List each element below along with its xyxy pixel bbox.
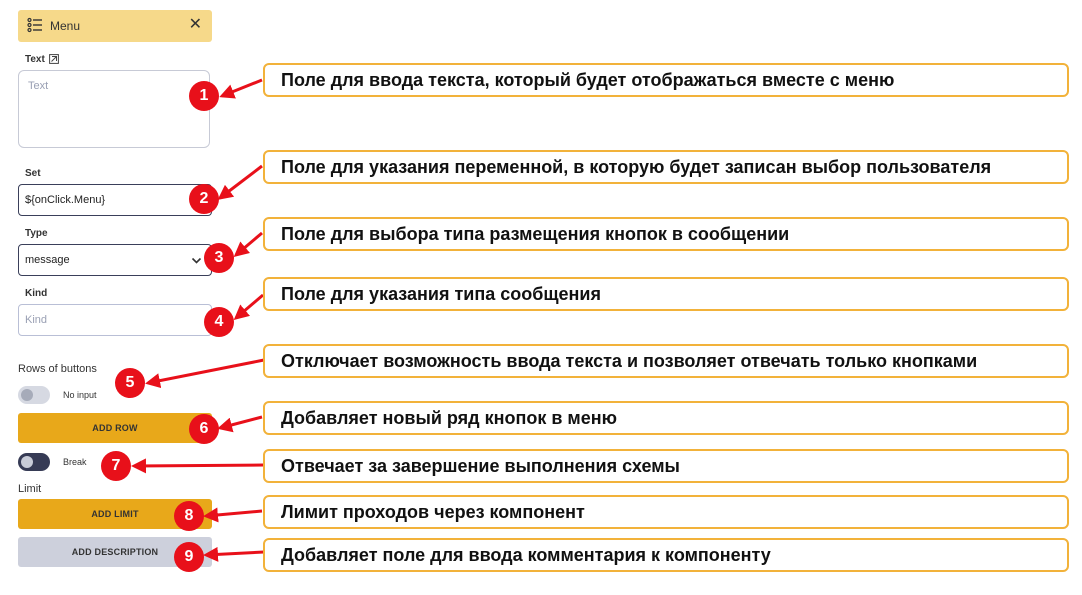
- arrow-5: [148, 360, 264, 383]
- badge-2: 2: [189, 184, 219, 214]
- badge-8: 8: [174, 501, 204, 531]
- badge-5: 5: [115, 368, 145, 398]
- rows-of-buttons-label: Rows of buttons: [18, 363, 97, 375]
- badge-3: 3: [204, 243, 234, 273]
- callout-6: Добавляет новый ряд кнопок в меню: [263, 401, 1069, 435]
- set-variable-value: ${onClick.Menu}: [25, 194, 106, 206]
- badge-1: 1: [189, 81, 219, 111]
- arrow-2: [220, 166, 262, 198]
- arrow-8: [206, 511, 262, 516]
- add-row-button[interactable]: ADD ROW: [18, 413, 212, 443]
- close-icon[interactable]: ✕: [188, 16, 202, 33]
- type-select-value: message: [25, 254, 70, 266]
- text-field-label: Text: [25, 54, 45, 65]
- callout-8: Лимит проходов через компонент: [263, 495, 1069, 529]
- set-field-label: Set: [25, 168, 41, 179]
- arrow-4: [236, 295, 263, 318]
- arrow-6: [220, 417, 262, 428]
- badge-9: 9: [174, 542, 204, 572]
- break-label: Break: [63, 457, 87, 467]
- badge-4: 4: [204, 307, 234, 337]
- menu-title: Menu: [50, 19, 81, 33]
- callout-5: Отключает возможность ввода текста и позволяет отвечать только кнопками: [263, 344, 1069, 378]
- add-limit-button[interactable]: ADD LIMIT: [18, 499, 212, 529]
- callout-3: Поле для выбора типа размещения кнопок в сообщении: [263, 217, 1069, 251]
- callout-7: Отвечает за завершение выполнения схемы: [263, 449, 1069, 483]
- callout-9: Добавляет поле для ввода комментария к компоненту: [263, 538, 1069, 572]
- kind-field-label: Kind: [25, 288, 48, 299]
- arrow-1: [222, 80, 262, 96]
- badge-6: 6: [189, 414, 219, 444]
- text-input[interactable]: Text: [18, 70, 210, 148]
- kind-placeholder: Kind: [25, 314, 48, 326]
- add-description-button[interactable]: ADD DESCRIPTION: [18, 537, 212, 567]
- arrow-7: [134, 465, 264, 466]
- callout-2: Поле для указания переменной, в которую будет записан выбор пользователя: [263, 150, 1069, 184]
- arrow-3: [236, 233, 262, 255]
- limit-label: Limit: [18, 483, 42, 495]
- type-field-label: Type: [25, 228, 48, 239]
- badge-7: 7: [101, 451, 131, 481]
- callout-4: Поле для указания типа сообщения: [263, 277, 1069, 311]
- no-input-label: No input: [63, 390, 97, 400]
- arrow-9: [206, 552, 264, 555]
- callout-1: Поле для ввода текста, который будет отображаться вместе с меню: [263, 63, 1069, 97]
